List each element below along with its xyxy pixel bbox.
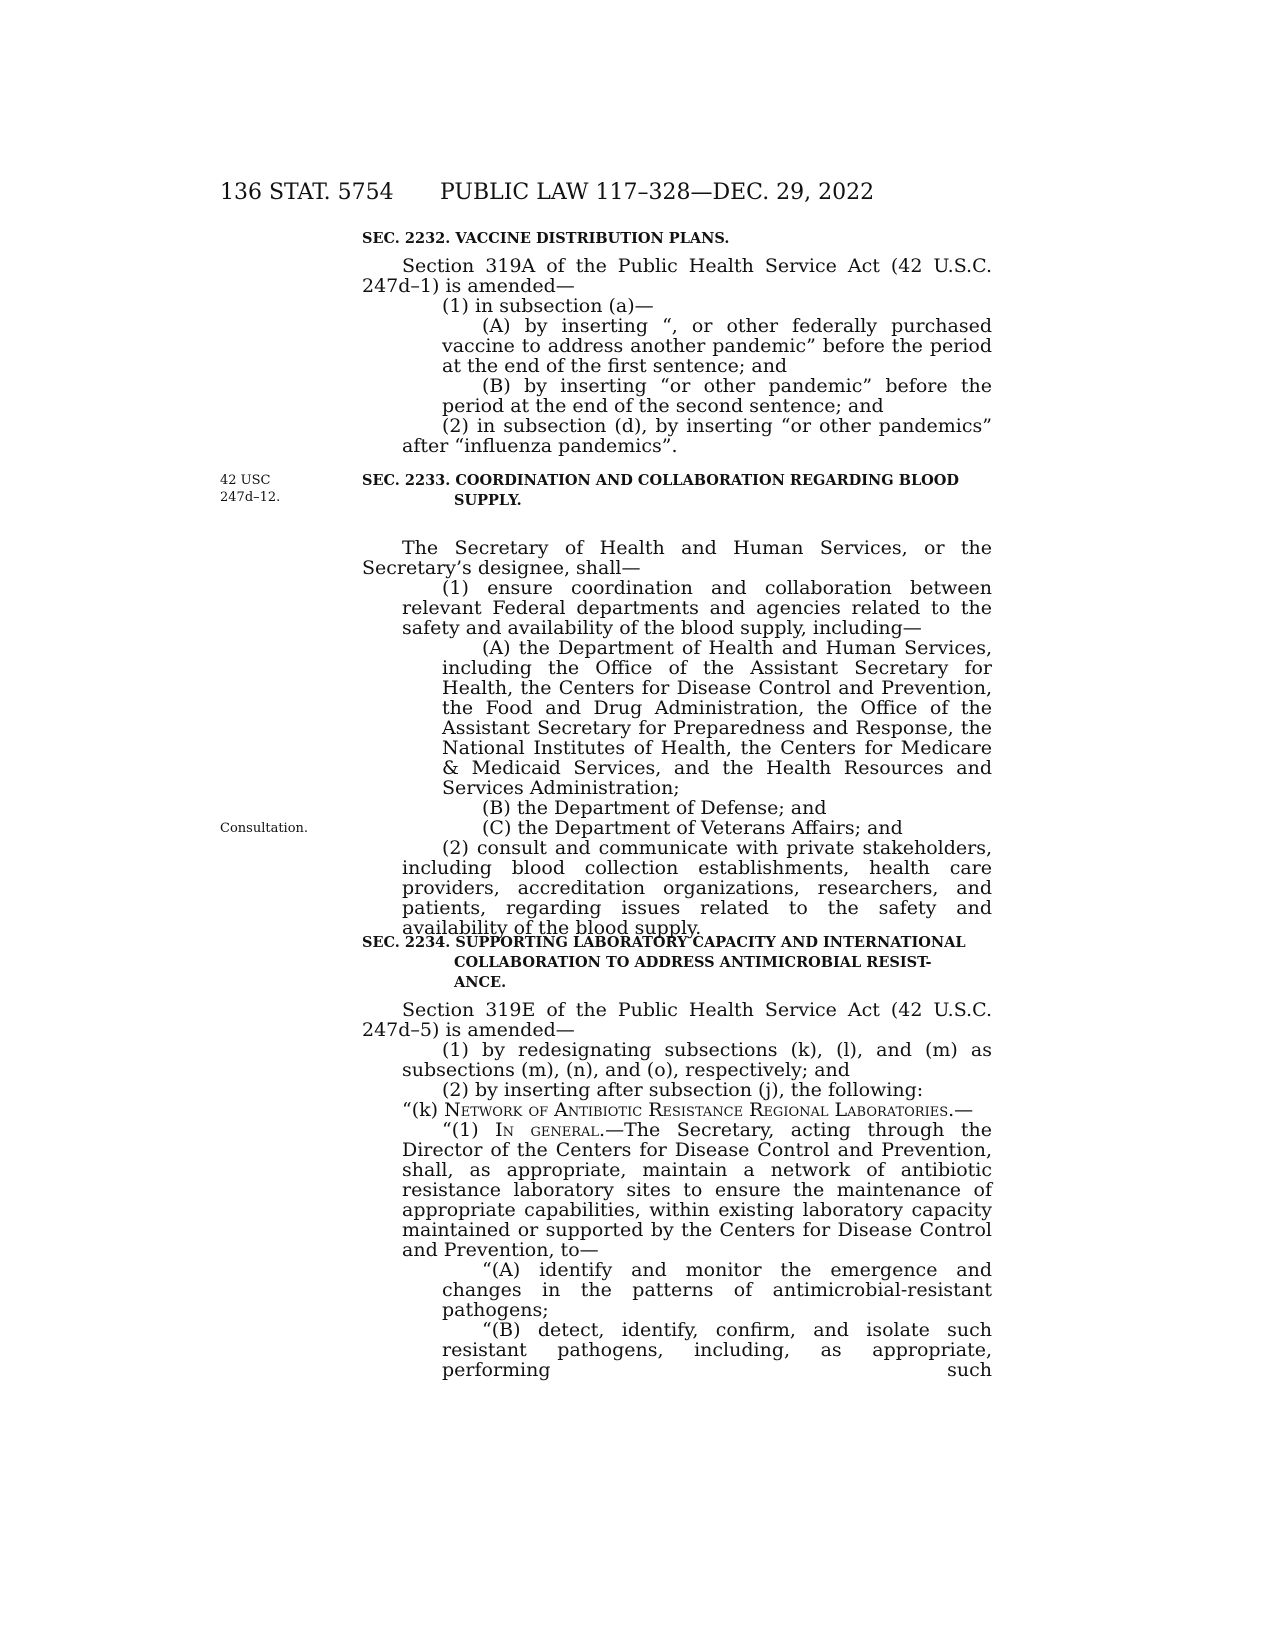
sec2234-k1-text: —The Secretary, acting through the Director of the Centers for Disease Control and Prevention, shall, as appropriate, maintain a network of antibiotic resistance laboratory sites to ensure the maintenance of appropriate capabilities, within existing laboratory capacity maintained or supported by the Centers for Disease Control and Prevention, to— [402,1119,992,1261]
usc-citation-line1: 42 USC [220,473,271,488]
consultation-note: Consultation. [220,821,309,836]
sec2234-k-para-1 [362,1120,992,1260]
section-2232-body [362,256,992,456]
sec2234-heading-line2: COLLABORATION TO ADDRESS ANTIMICROBIAL RESIST- [454,954,932,971]
sec2232-para-2: (2) in subsection (d), by inserting “or other pandemics” after “influenza pandemics”. [402,415,992,457]
section-2233-body [362,538,992,938]
sec2234-k-para-1B: “(B) detect, identify, confirm, and isolate such resistant pathogens, including, as appropriate, performing such [442,1319,992,1381]
sec2234-para-1: (1) by redesignating subsections (k), (l), and (m) as subsections (m), (n), and (o), respectively; and [402,1039,992,1081]
sec2233-intro: The Secretary of Health and Human Services, or the Secretary’s designee, shall— [362,537,992,579]
sec2234-k-heading: Network of Antibiotic Resistance Regional Laboratories.— [444,1099,974,1121]
sec2233-para-1C: (C) the Department of Veterans Affairs; and [482,817,903,839]
section-2232-heading: SEC. 2232. VACCINE DISTRIBUTION PLANS. [362,230,730,247]
sec2233-para-1A: (A) the Department of Health and Human Services, including the Office of the Assistant Secretary for Health, the Centers for Disease Control and Prevention, the Food and Drug Administration, the Office of the Assistant Secretary for Preparedness and Response, the National Institutes of Health, the Centers for Medicare & Medicaid Services, and the Health Resources and Services Administration; [442,637,992,799]
sec2232-intro: Section 319A of the Public Health Service Act (42 U.S.C. 247d–1) is amended— [362,255,992,297]
page-reference: 136 STAT. 5754 [220,180,394,205]
sec2234-k-para-1A: “(A) identify and monitor the emergence and changes in the patterns of antimicrobial-resistant pathogens; [442,1259,992,1321]
section-2233-heading [362,471,992,511]
sec2233-para-1: (1) ensure coordination and collaboration between relevant Federal departments and agencies related to the safety and availability of the blood supply, including— [402,577,992,639]
sec2234-para-2: (2) by inserting after subsection (j), the following: [442,1079,924,1101]
sec2233-para-2: (2) consult and communicate with private stakeholders, including blood collection establishments, health care providers, accreditation organizations, researchers, and patients, regarding issues related to the safety and availability of the blood supply. [402,837,992,939]
sec2234-k-prefix: “(k) [402,1099,445,1121]
section-2234-heading [362,933,992,993]
sec2232-para-1A: (A) by inserting “, or other federally purchased vaccine to address another pandemic” before the period at the end of the first sentence; and [442,315,992,377]
sec2233-heading-line2: SUPPLY. [454,492,522,509]
sec2234-k1-heading: In general. [495,1119,606,1141]
sec2233-para-1B: (B) the Department of Defense; and [482,797,827,819]
sec2232-para-1: (1) in subsection (a)— [442,295,654,317]
sec2234-subsection-k [362,1100,992,1120]
sec2234-intro: Section 319E of the Public Health Service Act (42 U.S.C. 247d–5) is amended— [362,999,992,1041]
usc-citation-line2: 247d–12. [220,490,281,505]
sec2234-k1-prefix: “(1) [442,1119,496,1141]
sec2232-para-1B: (B) by inserting “or other pandemic” before the period at the end of the second sentence; and [442,375,992,417]
sec2233-heading-line1: SEC. 2233. COORDINATION AND COLLABORATION REGARDING BLOOD [362,472,960,489]
sec2234-heading-line1: SEC. 2234. SUPPORTING LABORATORY CAPACITY AND INTERNATIONAL [362,934,966,951]
law-reference: PUBLIC LAW 117–328—DEC. 29, 2022 [440,180,875,205]
usc-citation-note [220,472,280,506]
sec2234-heading-line3: ANCE. [454,974,507,991]
section-2234-body [362,1000,992,1380]
